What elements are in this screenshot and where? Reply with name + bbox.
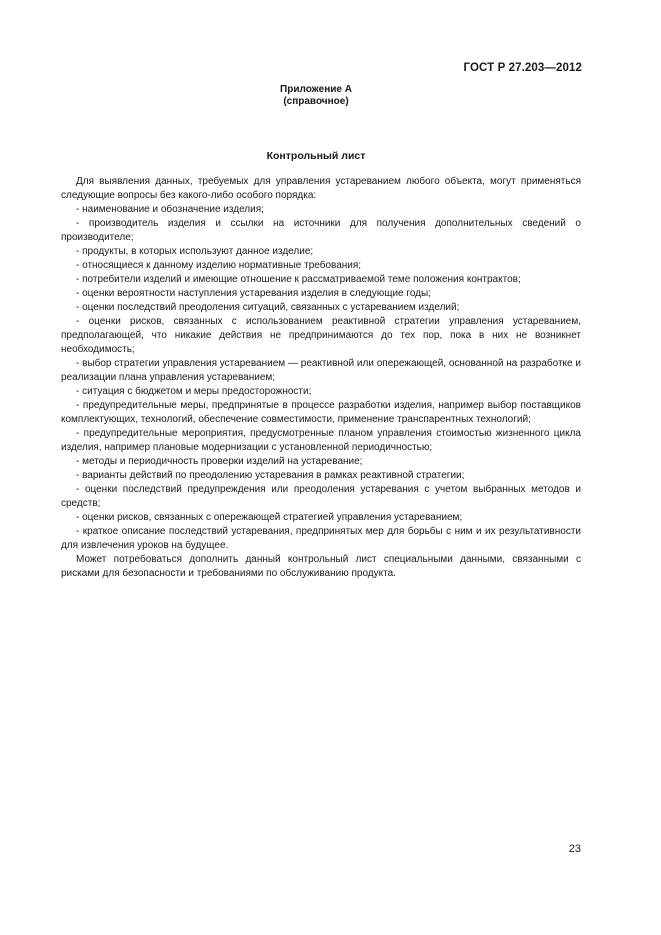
list-item: - наименование и обозначение изделия; <box>76 204 264 215</box>
closing-paragraph: Может потребоваться дополнить данный контрольный лист специальными данными, связанными с рисками для безопасности и требованиями по обслуживанию продукта. <box>61 554 581 579</box>
document-code: ГОСТ Р 27.203—2012 <box>463 62 582 74</box>
list-item: - краткое описание последствий устаревания, предпринятых мер для борьбы с ним и их результативности для извлечения уроков на будущее. <box>61 526 581 551</box>
list-item: - оценки рисков, связанных с использованием реактивной стратегии управления устареванием, предполагающей, что никакие действия не предпринимаются до тех пор, пока в них не возникнет необходимость; <box>61 316 581 355</box>
checklist-body <box>61 175 581 581</box>
annex-title: Приложение А <box>280 84 352 95</box>
annex-subtitle: (справочное) <box>283 96 349 107</box>
list-item: - относящиеся к данному изделию нормативные требования; <box>76 260 362 271</box>
list-item: - производитель изделия и ссылки на источники для получения дополнительных сведений о производителе; <box>61 218 581 243</box>
list-item: - предупредительные мероприятия, предусмотренные планом управления стоимостью жизненного цикла изделия, например плановые модернизации с установленной периодичностью; <box>61 428 581 453</box>
list-item: - продукты, в которых используют данное изделие; <box>76 246 314 257</box>
intro-paragraph: Для выявления данных, требуемых для управления устареванием любого объекта, могут применяться следующие вопросы без какого-либо особого порядка: <box>61 176 581 201</box>
section-title: Контрольный лист <box>266 150 366 162</box>
list-item: - ситуация с бюджетом и меры предосторожности; <box>76 386 312 397</box>
list-item: - оценки последствий предупреждения или преодоления устаревания с учетом выбранных методов и средств; <box>61 484 581 509</box>
list-item: - выбор стратегии управления устареванием — реактивной или опережающей, основанной на разработке и реализации плана управления устареванием; <box>61 358 581 383</box>
page-number: 23 <box>568 843 581 855</box>
list-item: - предупредительные меры, предпринятые в процессе разработки изделия, например выбор поставщиков комплектующих, технологий, обеспечение совместимости, применение транспарентных технологий; <box>61 400 581 425</box>
list-item: - методы и периодичность проверки изделий на устаревание; <box>76 456 363 467</box>
list-item: - оценки рисков, связанных с опережающей стратегией управления устареванием; <box>76 512 463 523</box>
list-item: - варианты действий по преодолению устаревания в рамках реактивной стратегии; <box>76 470 465 481</box>
annex-heading <box>0 84 632 108</box>
list-item: - потребители изделий и имеющие отношение к рассматриваемой теме положения контрактов; <box>76 274 521 285</box>
list-item: - оценки вероятности наступления устаревания изделия в следующие годы; <box>76 288 431 299</box>
list-item: - оценки последствий преодоления ситуаций, связанных с устареванием изделий; <box>76 302 460 313</box>
